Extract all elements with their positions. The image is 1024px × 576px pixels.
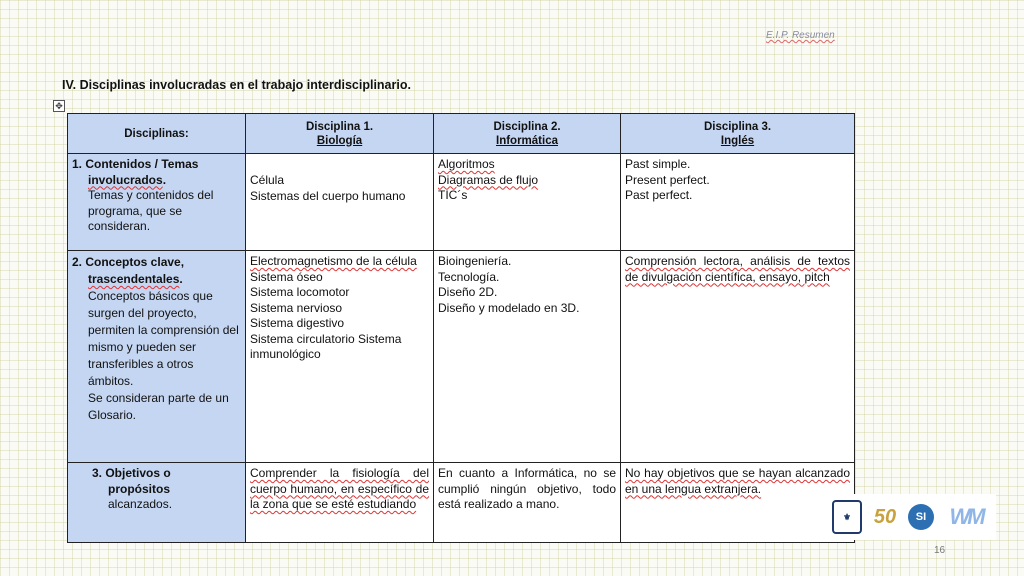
cell-objetivos-ingles: No hay objetivos que se hayan alcanzado en una lengua extranjera. <box>621 463 855 543</box>
table-row-contenidos <box>68 154 855 251</box>
header-disciplina-2: Disciplina 2. Informática <box>434 114 621 154</box>
rowhead-objetivos: 3. Objetivos o propósitos alcanzados. <box>68 463 246 543</box>
cell-conceptos-ingles: Comprensión lectora, análisis de textos de divulgación científica, ensayo, pitch <box>621 251 855 463</box>
wm-logo: WM <box>949 504 983 529</box>
table-header-row <box>68 114 855 154</box>
cell-objetivos-informatica: En cuanto a Informática, no se cumplió ningún objetivo, todo está realizado a mano. <box>434 463 621 543</box>
header-disciplina-3: Disciplina 3. Inglés <box>621 114 855 154</box>
si-logo: SI <box>908 504 934 530</box>
cell-conceptos-informatica: Bioingeniería. Tecnología. Diseño 2D. Diseño y modelado en 3D. <box>434 251 621 463</box>
logos-strip <box>826 494 996 540</box>
header-note: E.I.P. Resumen <box>766 30 835 41</box>
cell-objetivos-biologia: Comprender la fisiología del cuerpo humano, en específico de la zona que se esté estudiando <box>246 463 434 543</box>
unam-seal-logo: ⚜ <box>832 500 862 534</box>
header-disciplinas: Disciplinas: <box>68 114 246 154</box>
table-row-conceptos <box>68 251 855 463</box>
page-number: 16 <box>934 545 946 556</box>
table-move-handle-icon[interactable]: ✥ <box>53 100 65 112</box>
cell-contenidos-biologia: Célula Sistemas del cuerpo humano <box>246 154 434 251</box>
50-anniversary-logo: 50 <box>873 505 897 528</box>
rowhead-conceptos: 2. Conceptos clave, trascendentales. Conceptos básicos que surgen del proyecto, permiten la comprensión del mismo y pueden ser transferibles a otros ámbitos. Se consideran parte de un Glosario. <box>68 251 246 463</box>
section-title: IV. Disciplinas involucradas en el trabajo interdisciplinario. <box>62 78 411 92</box>
cell-contenidos-ingles: Past simple. Present perfect. Past perfect. <box>621 154 855 251</box>
rowhead-contenidos: 1. Contenidos / Temas involucrados. Temas y contenidos del programa, que se consideran. <box>68 154 246 251</box>
header-disciplina-1: Disciplina 1. Biología <box>246 114 434 154</box>
cell-conceptos-biologia: Electromagnetismo de la célula Sistema óseo Sistema locomotor Sistema nervioso Sistema digestivo Sistema circulatorio Sistema inmunológico <box>246 251 434 463</box>
table-row-objetivos <box>68 463 855 543</box>
cell-contenidos-informatica: Algoritmos Diagramas de flujo TIC´s <box>434 154 621 251</box>
disciplines-table <box>67 113 855 543</box>
